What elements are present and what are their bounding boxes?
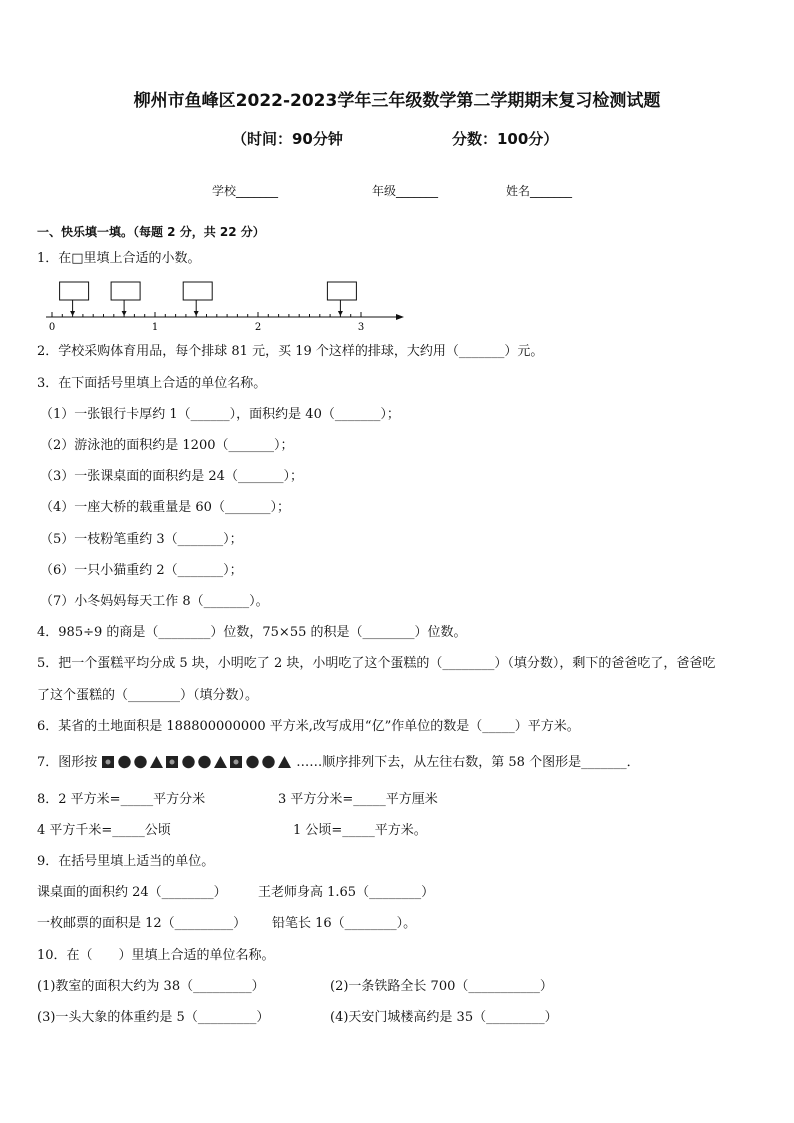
exam-time: （时间：90分钟 bbox=[232, 130, 343, 148]
pointer-arrow-icon bbox=[338, 311, 343, 316]
question-10-a: (1)教室的面积大约为 38（_________） bbox=[37, 979, 265, 994]
answer-box bbox=[60, 282, 89, 300]
name-field[interactable]: 姓名_______ bbox=[506, 184, 573, 198]
answer-box bbox=[183, 282, 212, 300]
number-line bbox=[40, 278, 410, 336]
pointer-arrow-icon bbox=[194, 311, 199, 316]
question-9-c: 一枚邮票的面积是 12（_________） bbox=[37, 916, 247, 931]
question-3-item: （7）小冬妈妈每天工作 8（_______）。 bbox=[40, 594, 269, 609]
question-1: 1．在□里填上合适的小数。 bbox=[37, 251, 201, 266]
question-9: 9．在括号里填上适当的单位。 bbox=[37, 854, 215, 869]
circle-shape-icon bbox=[247, 756, 259, 768]
question-3: 3．在下面括号里填上合适的单位名称。 bbox=[37, 376, 267, 391]
question-9-a: 课桌面的面积约 24（________） bbox=[37, 885, 227, 900]
number-line-label: 2 bbox=[254, 322, 262, 333]
question-7-prefix: 7．图形按 bbox=[37, 755, 98, 770]
question-3-item: （6）一只小猫重约 2（_______）； bbox=[40, 563, 243, 578]
triangle-shape-icon bbox=[214, 756, 227, 768]
question-10-d: (4)天安门城楼高约是 35（_________） bbox=[330, 1010, 558, 1025]
triangle-shape-icon bbox=[278, 756, 291, 768]
question-8-c: 4 平方千米=_____公顷 bbox=[37, 823, 171, 838]
number-line-label: 1 bbox=[151, 322, 159, 333]
question-9-d: 铅笔长 16（________）。 bbox=[272, 916, 417, 931]
square-dot-icon bbox=[170, 760, 175, 765]
pointer-arrow-icon bbox=[70, 311, 75, 316]
question-7-suffix: ……顺序排列下去，从左往右数，第 58 个图形是_______． bbox=[296, 755, 640, 770]
answer-box bbox=[327, 282, 356, 300]
question-4: 4．985÷9 的商是（________）位数，75×55 的积是（________）位数。 bbox=[37, 625, 467, 640]
question-6: 6．某省的土地面积是 188800000000 平方米,改写成用“亿”作单位的数是（_____）平方米。 bbox=[37, 719, 580, 734]
circle-shape-icon bbox=[119, 756, 131, 768]
question-9-b: 王老师身高 1.65（________） bbox=[258, 885, 435, 900]
pointer-arrow-icon bbox=[122, 311, 127, 316]
arrow-icon bbox=[396, 314, 404, 320]
answer-boxes bbox=[60, 282, 357, 316]
question-10: 10．在（ ）里填上合适的单位名称。 bbox=[37, 948, 275, 963]
page-title: 柳州市鱼峰区2022-2023学年三年级数学第二学期期末复习检测试题 bbox=[133, 91, 661, 111]
question-3-item: （5）一枝粉笔重约 3（_______）； bbox=[40, 532, 243, 547]
number-line-labels bbox=[49, 322, 364, 333]
circle-shape-icon bbox=[183, 756, 195, 768]
question-7 bbox=[37, 755, 640, 771]
circle-shape-icon bbox=[135, 756, 147, 768]
triangle-shape-icon bbox=[150, 756, 163, 768]
question-8-d: 1 公顷=_____平方米。 bbox=[293, 823, 427, 838]
question-5-line2: 了这个蛋糕的（________）（填分数）。 bbox=[37, 688, 259, 703]
question-10-c: (3)一头大象的体重约是 5（_________） bbox=[37, 1010, 270, 1025]
question-3-item: （3）一张课桌面的面积约是 24（_______）； bbox=[40, 469, 303, 484]
question-2: 2．学校采购体育用品，每个排球 81 元，买 19 个这样的排球，大约用（_______）元。 bbox=[37, 344, 544, 359]
number-line-label: 0 bbox=[48, 322, 56, 333]
question-3-item: （2）游泳池的面积约是 1200（_______）； bbox=[40, 438, 294, 453]
question-8-a: 8．2 平方米=_____平方分米 bbox=[37, 792, 206, 807]
shape-sequence bbox=[101, 755, 295, 769]
question-8-b: 3 平方分米=_____平方厘米 bbox=[278, 792, 438, 807]
exam-score: 分数：100分） bbox=[452, 130, 559, 148]
question-3-item: （1）一张银行卡厚约 1（______），面积约是 40（_______）； bbox=[40, 407, 400, 422]
answer-box bbox=[111, 282, 140, 300]
number-line-ticks bbox=[52, 312, 361, 317]
circle-shape-icon bbox=[199, 756, 211, 768]
square-dot-icon bbox=[106, 760, 111, 765]
grade-field[interactable]: 年级_______ bbox=[372, 184, 439, 198]
question-3-item: （4）一座大桥的载重量是 60（_______）； bbox=[40, 500, 290, 515]
school-field[interactable]: 学校_______ bbox=[212, 184, 279, 198]
question-10-b: (2)一条铁路全长 700（___________） bbox=[330, 979, 553, 994]
number-line-label: 3 bbox=[357, 322, 365, 333]
section-heading: 一、快乐填一填。（每题 2 分，共 22 分） bbox=[37, 225, 265, 239]
circle-shape-icon bbox=[263, 756, 275, 768]
square-dot-icon bbox=[234, 760, 239, 765]
question-5-line1: 5．把一个蛋糕平均分成 5 块，小明吃了 2 块，小明吃了这个蛋糕的（________）（填分数），剩下的爸爸吃了，爸爸吃 bbox=[37, 656, 716, 671]
